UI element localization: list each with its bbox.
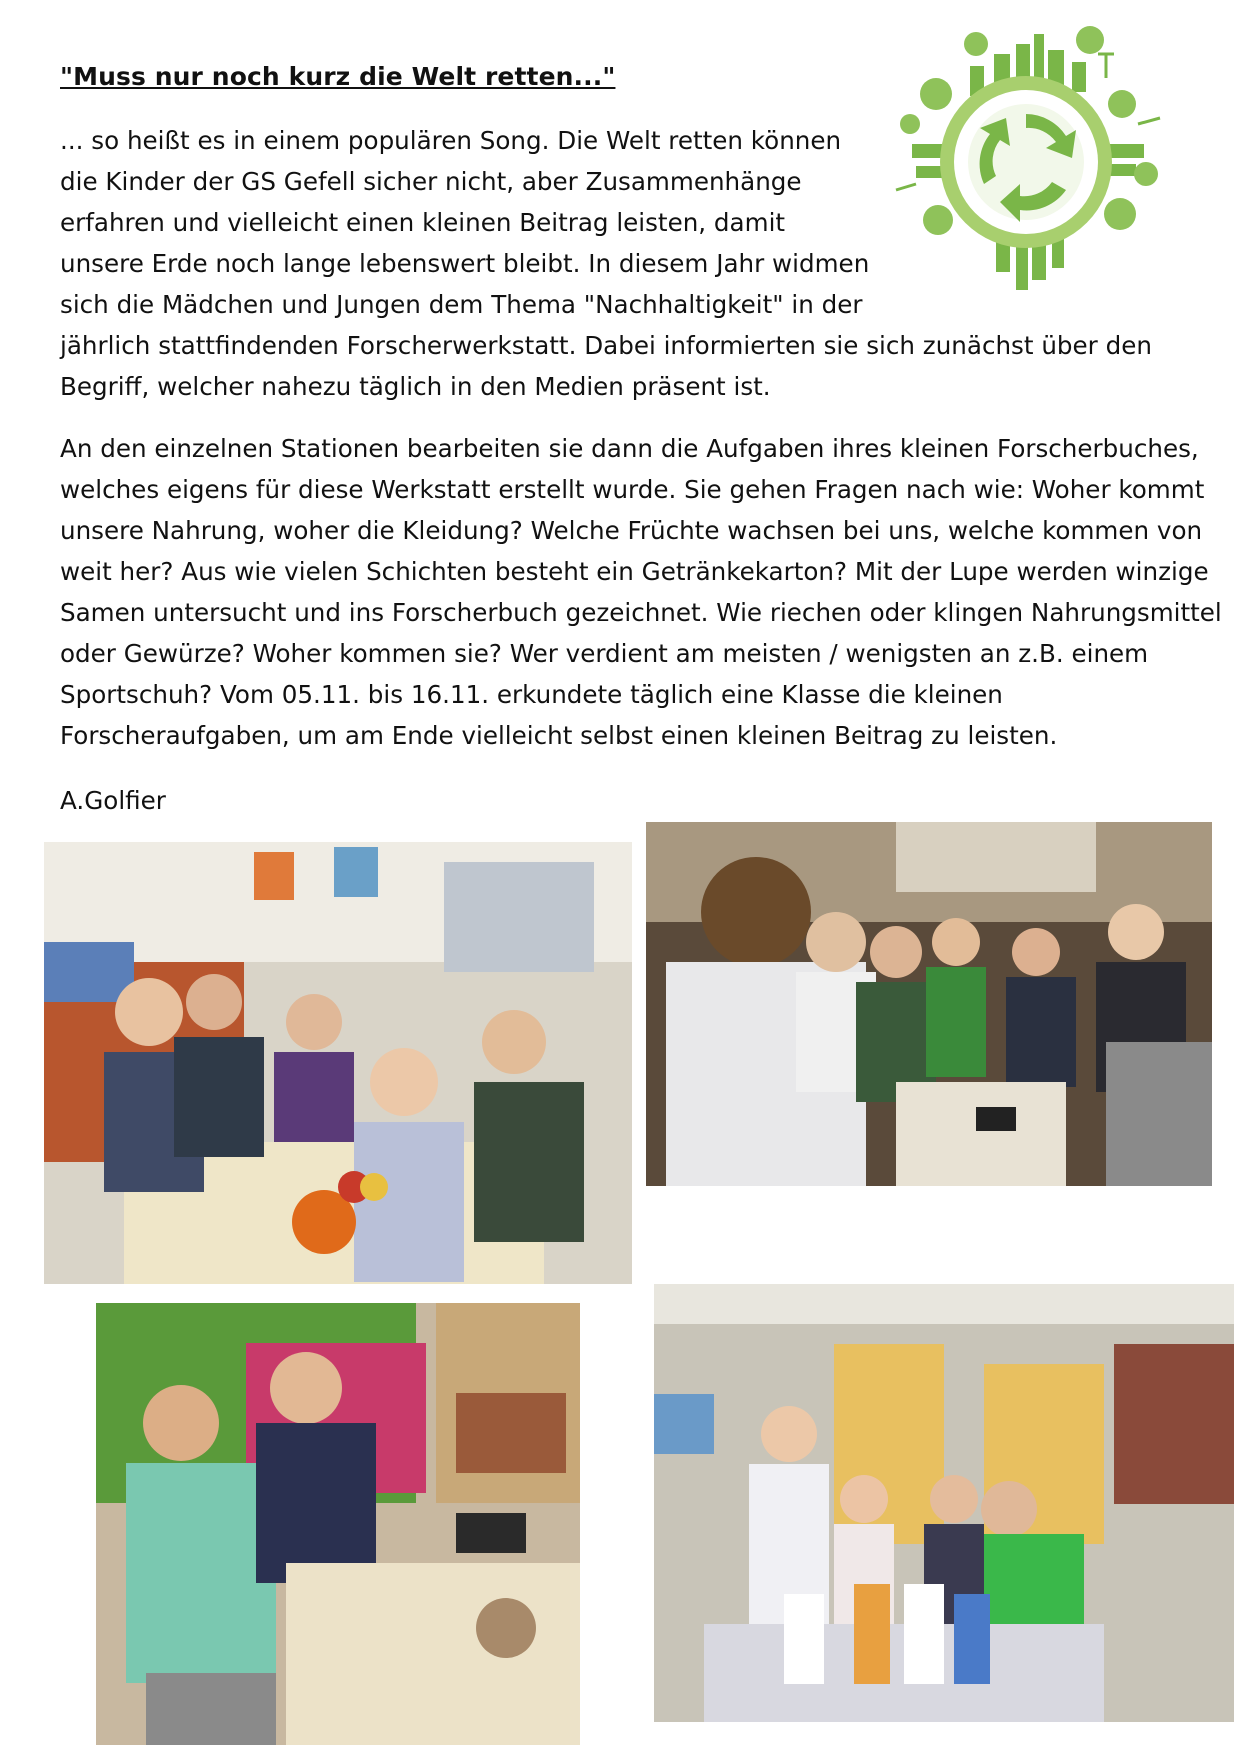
paragraph-line: die Kinder der GS Gefell sicher nicht, aber Zusammenhänge: [60, 167, 802, 196]
paragraph-line: Forscheraufgaben, um am Ende vielleicht selbst einen kleinen Beitrag zu leisten.: [60, 721, 1058, 750]
paragraph-line: jährlich stattfindenden Forscherwerkstatt. Dabei informierten sie sich zunächst über den: [60, 331, 1152, 360]
photo-boys-with-magnifiers: [96, 1303, 580, 1745]
paragraph-line: Begriff, welcher nahezu täglich in den Medien präsent ist.: [60, 372, 771, 401]
photo-children-at-station: [646, 822, 1212, 1186]
article-author: A.Golfier: [60, 786, 166, 815]
article-paragraph-2: [60, 428, 1222, 756]
article-paragraph-1: [60, 120, 1152, 407]
article-title: "Muss nur noch kurz die Welt retten...": [60, 62, 616, 91]
paragraph-line: welches eigens für diese Werkstatt erstellt wurde. Sie gehen Fragen nach wie: Woher kommt: [60, 475, 1205, 504]
photo-children-with-beverage-cartons: [654, 1284, 1234, 1722]
paragraph-line: unsere Nahrung, woher die Kleidung? Welche Früchte wachsen bei uns, welche kommen von: [60, 516, 1203, 545]
paragraph-line: sich die Mädchen und Jungen dem Thema "Nachhaltigkeit" in der: [60, 290, 863, 319]
paragraph-line: ... so heißt es in einem populären Song. Die Welt retten können: [60, 126, 842, 155]
photo-children-at-fruit-table: [44, 842, 632, 1284]
paragraph-line: An den einzelnen Stationen bearbeiten sie dann die Aufgaben ihres kleinen Forscherbuches,: [60, 434, 1199, 463]
paragraph-line: Samen untersucht und ins Forscherbuch gezeichnet. Wie riechen oder klingen Nahrungsmittel: [60, 598, 1222, 627]
paragraph-line: weit her? Aus wie vielen Schichten besteht ein Getränkekarton? Mit der Lupe werden winzige: [60, 557, 1209, 586]
paragraph-line: oder Gewürze? Woher kommen sie? Wer verdient am meisten / wenigsten an z.B. einem: [60, 639, 1149, 668]
paragraph-line: unsere Erde noch lange lebenswert bleibt. In diesem Jahr widmen: [60, 249, 870, 278]
paragraph-line: Sportschuh? Vom 05.11. bis 16.11. erkundete täglich eine Klasse die kleinen: [60, 680, 1003, 709]
paragraph-line: erfahren und vielleicht einen kleinen Beitrag leisten, damit: [60, 208, 786, 237]
